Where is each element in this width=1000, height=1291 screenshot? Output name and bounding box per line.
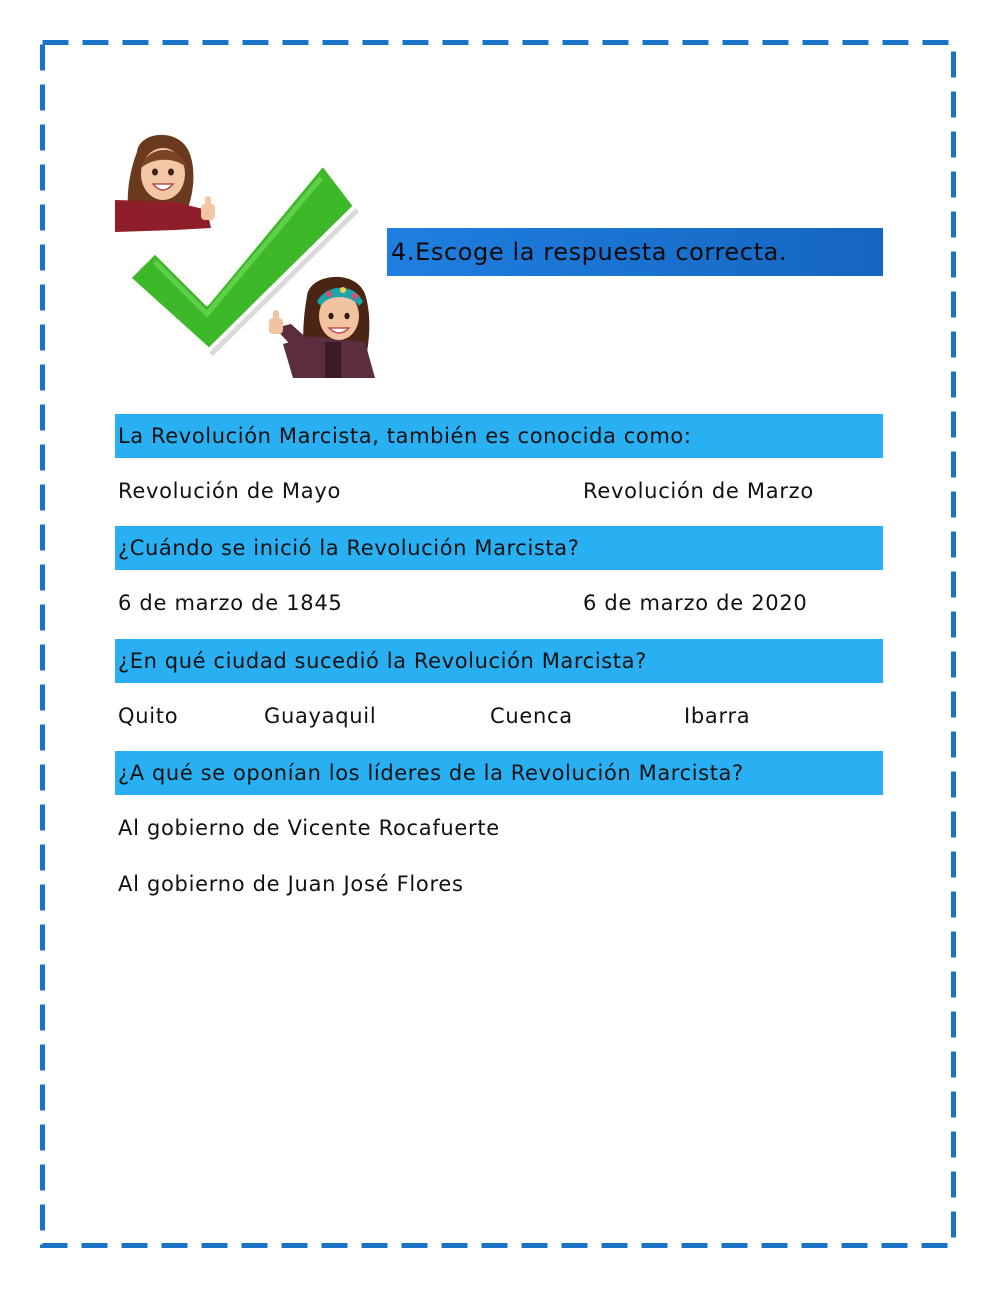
question-1-option-2[interactable]: Revolución de Marzo <box>583 479 814 503</box>
question-1-option-1[interactable]: Revolución de Mayo <box>118 479 341 503</box>
question-3-option-4[interactable]: Ibarra <box>684 704 751 728</box>
checkmark-avatars-illustration <box>115 128 377 378</box>
question-3-text: ¿En qué ciudad sucedió la Revolución Marcista? <box>118 649 647 673</box>
activity-title-bar <box>387 228 883 276</box>
question-4-option-1[interactable]: Al gobierno de Vicente Rocafuerte <box>118 816 500 840</box>
question-3-option-1[interactable]: Quito <box>118 704 179 728</box>
question-3-option-2[interactable]: Guayaquil <box>264 704 377 728</box>
avatar-girl-thumbs-up-icon <box>115 135 215 232</box>
question-1-bar <box>115 414 883 458</box>
question-3-bar <box>115 639 883 683</box>
question-1-text: La Revolución Marcista, también es conocida como: <box>118 424 692 448</box>
question-4-option-2[interactable]: Al gobierno de Juan José Flores <box>118 872 464 896</box>
question-3-option-3[interactable]: Cuenca <box>490 704 573 728</box>
activity-title: 4.Escoge la respuesta correcta. <box>391 238 788 266</box>
question-2-option-2[interactable]: 6 de marzo de 2020 <box>583 591 808 615</box>
question-2-text: ¿Cuándo se inició la Revolución Marcista? <box>118 536 580 560</box>
avatar-girl-headband-thumbs-up-icon <box>269 277 375 378</box>
question-2-bar <box>115 526 883 570</box>
question-4-text: ¿A qué se oponían los líderes de la Revolución Marcista? <box>118 761 744 785</box>
question-2-option-1[interactable]: 6 de marzo de 1845 <box>118 591 343 615</box>
question-4-bar <box>115 751 883 795</box>
